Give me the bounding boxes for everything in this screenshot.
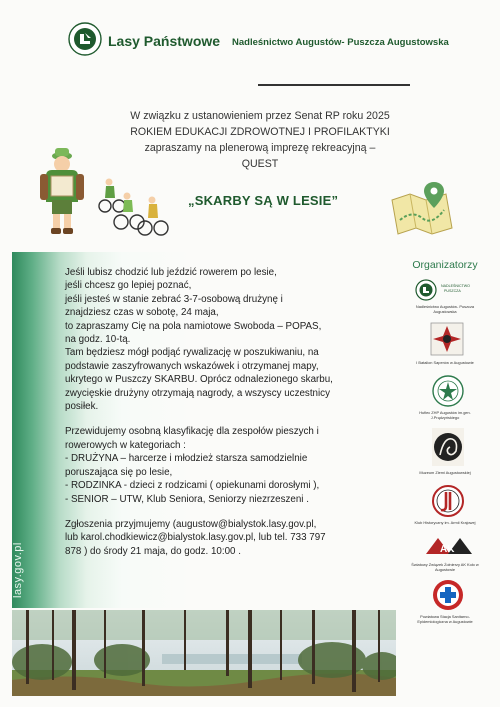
intro-line: W związku z ustanowieniem przez Senat RP roku 2025 [130,110,390,122]
text-line: posiłek. [65,401,99,413]
nadlesnictwo-logo-text-1: NADLEŚNICTWO [441,284,470,288]
nadlesnictwo-logo-icon [414,278,476,302]
text-line: 878 ) do środy 21 maja, do godz. 10:00 . [65,545,241,557]
intro-line: zapraszamy na plenerową imprezę rekreacyjną – [144,142,376,154]
text-line: znajdziesz czas w sobotę, 24 maja, [65,307,219,319]
organizer-label: Klub Historyczny im. Armii Krajowej [414,520,476,525]
intro-line: ROKIEM EDUKACJI ZDROWOTNEJ I PROFILAKTYKI [130,126,390,138]
ak-union-logo-icon [424,534,474,558]
organizer-label: Hufiec ZHP Augustów im.gen. J.Prądzyńskiego [419,410,471,420]
quest-title: „SKARBY SĄ W LESIE” [188,193,339,208]
zhp-hufiec-logo-icon [430,374,466,408]
website-url-vertical: lasy.gov.pl [12,542,24,598]
paragraph-categories [65,425,395,505]
saper-battalion-logo-icon [429,322,465,356]
lasy-panstwowe-logo-icon [68,22,102,56]
text-line: jeśli jesteś w stanie zebrać 3-7-osobową drużynę i [65,293,283,305]
text-line: ukrytego w Puszczy SKARBU. Oprócz odnalezionego skarbu, [65,374,333,386]
organizers-heading: Organizatorzy [412,259,478,271]
text-line: - RODZINKA - dzieci z rodzicami ( opiekunami dorosłymi ), [65,480,320,492]
intro-line: QUEST [241,158,279,170]
cyclists-illustration-icon [95,170,173,240]
nadlesnictwo-logo-text-2: PUSZCZA [444,289,461,293]
treasure-map-icon [388,180,458,238]
brand-name: Lasy Państwowe [108,33,221,49]
district-name: Nadleśnictwo Augustów- Puszcza Augustowska [232,37,449,48]
museum-logo-icon [430,427,466,467]
text-line: lub karol.chodkiewicz@bialystok.lasy.gov.pl, lub tel. 733 797 [65,532,326,544]
body-text [65,266,395,558]
paragraph-invitation [65,266,395,413]
text-line: rowerowych w kategoriach : [65,439,186,451]
sanepid-logo-icon [430,578,466,612]
text-line: to zapraszamy Cię na pola namiotowe Swoboda – POPAS, [65,320,322,332]
intro-text [80,108,440,172]
text-line: podstawie zaszyfrowanych wskazówek i otrzymanej mapy, [65,360,319,372]
organizer-label: Światowy Związek Żołnierzy AK Koło w Augustowie [411,562,479,572]
text-line: zwycięskie drużyny otrzymają nagrody, a wszyscy uczestnicy [65,387,330,399]
text-line: Jeśli lubisz chodzić lub jeździć rowerem po lesie, [65,267,277,278]
text-line: Przewidujemy osobną klasyfikację dla zespołów pieszych i [65,426,319,438]
organizer-label: Nadleśnictwo Augustów- Puszcza Augustowska [415,304,475,314]
header-divider [258,84,410,86]
hiker-illustration-icon [38,142,86,238]
text-line: - SENIOR – UTW, Klub Seniora, Seniorzy niezrzeszeni . [65,493,309,505]
text-line: na godz. 10-tą. [65,334,131,346]
text-line: Zgłoszenia przyjmujemy (augustow@bialystok.lasy.gov.pl, [65,518,317,530]
forest-photo [12,610,396,696]
text-line: - DRUŻYNA – harcerze i młodzież starsza samodzielnie [65,453,308,465]
organizer-label: Powiatowa Stacja Sanitarno- Epidemiologiczna w Augustowie [417,614,473,624]
text-line: Tam będziesz mógł podjąć rywalizację w poszukiwaniu, na [65,347,319,359]
text-line: poruszająca się po lesie, [65,466,173,478]
text-line: jeśli chcesz go lepiej poznać, [65,280,192,292]
organizer-label: Muzeum Ziemi Augustowskiej [419,470,471,475]
paragraph-registration [65,518,395,558]
ak-logo-text: AK [440,544,455,555]
historical-club-logo-icon [430,484,466,518]
organizer-label: I Batalion Saperów w Augustowie [416,360,474,365]
